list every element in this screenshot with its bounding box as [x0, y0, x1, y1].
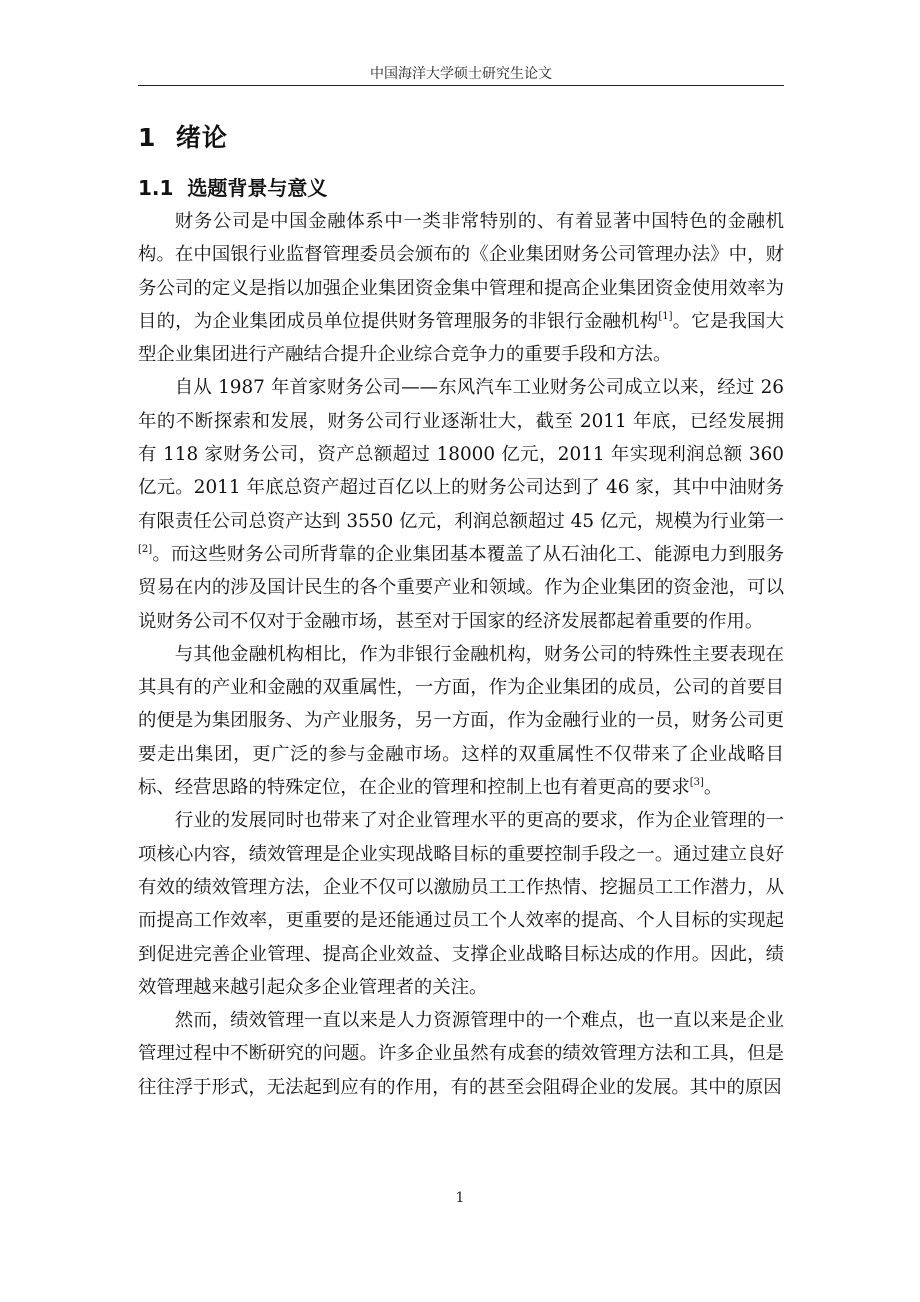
citation: [2]: [138, 543, 153, 555]
paragraph: [138, 1004, 784, 1104]
paragraph: [138, 638, 784, 804]
paragraph: [138, 804, 784, 1004]
paragraph-text: 。而这些财务公司所背靠的企业集团基本覆盖了从石油化工、能源电力到服务贸易在内的涉及国计民生的各个重要产业和领域。作为企业集团的资金池，可以说财务公司不仅对于金融市场，甚至对于国家的经济发展都起着重要的作用。: [138, 543, 784, 632]
paragraph-text: 。: [703, 777, 723, 799]
body-text: [138, 205, 784, 1104]
paragraph-text: 财务公司是中国金融体系中一类非常特别的、有着显著中国特色的金融机构。在中国银行业监督管理委员会颁布的《企业集团财务公司管理办法》中，财务公司的定义是指以加强企业集团资金集中管理和提高企业集团资金使用效率为目的，为企业集团成员单位提供财务管理服务的非银行金融机构: [138, 211, 784, 332]
page-number: 1: [455, 1190, 465, 1206]
running-header: 中国海洋大学硕士研究生论文: [370, 66, 552, 82]
citation: [3]: [689, 777, 704, 789]
section-number: 1.1: [138, 176, 174, 200]
section-heading: [138, 172, 327, 201]
paragraph-text: 。它是我国大型企业集团进行产融结合提升企业综合竞争力的重要手段和方法。: [138, 310, 784, 366]
section-title: 选题背景与意义: [187, 176, 328, 200]
chapter-number: 1: [138, 123, 157, 152]
header-rule: [138, 85, 784, 86]
paragraph-text: 自从 1987 年首家财务公司——东风汽车工业财务公司成立以来，经过 26 年的不断探索和发展，财务公司行业逐渐壮大，截至 2011 年底，已经发展拥有 118 家财务公司，资产总额超过 18000 亿元，2011 年实现利润总额 360 亿元。2011 年底总资产超过百亿以上的财务公司达到了 46 家，其中中油财务有限责任公司总资产达到 3550 亿元，利润总额超过 45 亿元，规模为行业第一: [138, 377, 784, 532]
paragraph-text: 行业的发展同时也带来了对企业管理水平的更高的要求，作为企业管理的一项核心内容，绩效管理是企业实现战略目标的重要控制手段之一。通过建立良好有效的绩效管理方法，企业不仅可以激励员工工作热情、挖掘员工工作潜力，从而提高工作效率，更重要的是还能通过员工个人效率的提高、个人目标的实现起到促进完善企业管理、提高企业效益、支撑企业战略目标达成的作用。因此，绩效管理越来越引起众多企业管理者的关注。: [138, 810, 784, 998]
citation: [1]: [658, 310, 673, 322]
paragraph-text: 与其他金融机构相比，作为非银行金融机构，财务公司的特殊性主要表现在其具有的产业和金融的双重属性，一方面，作为企业集团的成员，公司的首要目的便是为集团服务、为产业服务，另一方面，作为金融行业的一员，财务公司更要走出集团，更广泛的参与金融市场。这样的双重属性不仅带来了企业战略目标、经营思路的特殊定位，在企业的管理和控制上也有着更高的要求: [138, 643, 784, 799]
chapter-heading: [138, 118, 228, 154]
paragraph-text: 然而，绩效管理一直以来是人力资源管理中的一个难点，也一直以来是企业管理过程中不断研究的问题。许多企业虽然有成套的绩效管理方法和工具，但是往往浮于形式，无法起到应有的作用，有的甚至会阻碍企业的发展。其中的原因: [138, 1010, 784, 1098]
chapter-title: 绪论: [175, 123, 228, 152]
paragraph: [138, 205, 784, 371]
paragraph: [138, 371, 784, 637]
